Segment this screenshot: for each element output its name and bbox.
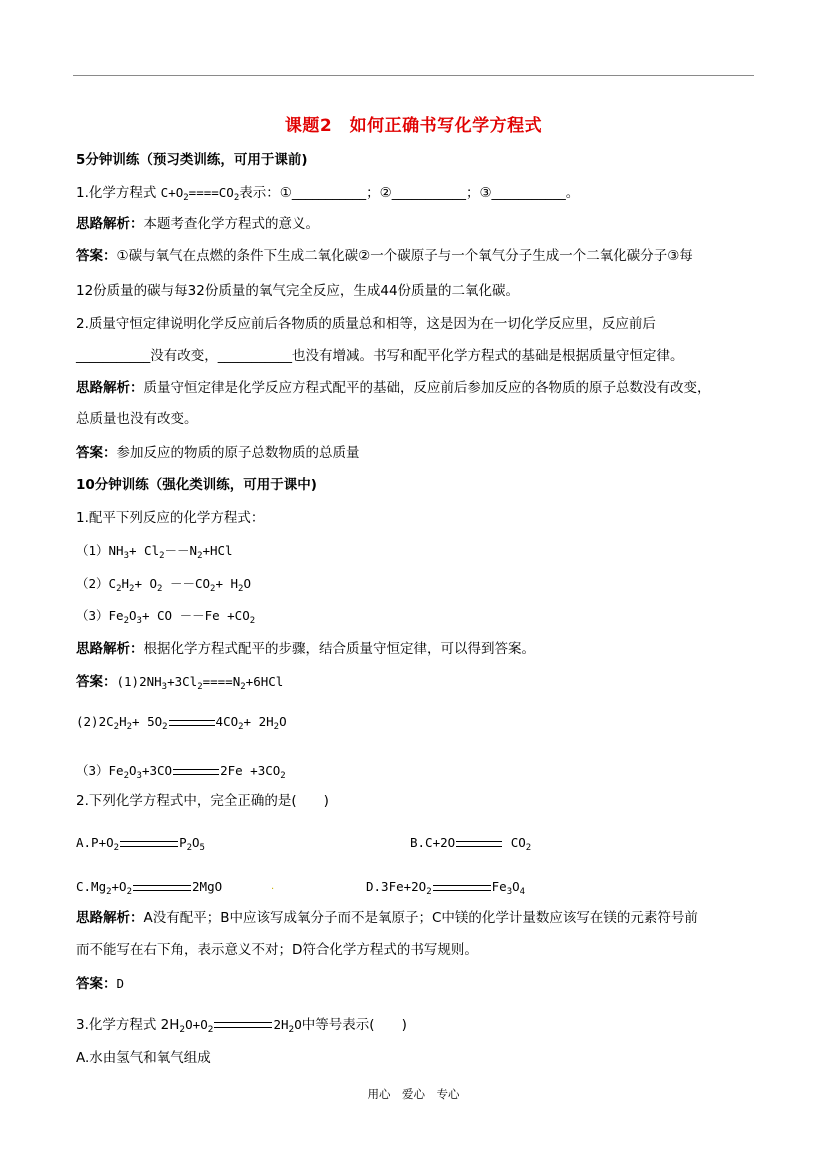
q2-stem-line2: ___________没有改变，___________也没有增减。书写和配平化学方程式的基础是根据质量守恒定律。	[76, 348, 684, 364]
q3-answer2: $(2)2C_2H_2+ 5O_2$ $4CO_2+ 2H_2O$	[76, 714, 287, 732]
q5-option-a: A.水由氢气和氧气组成	[76, 1050, 211, 1066]
equals-sign-long	[214, 1022, 272, 1028]
q1-answer-line1: 答案：①碳与氧气在点燃的条件下生成二氧化碳②一个碳原子与一个氧气分子生成一个二氧化碳分子③每	[76, 248, 693, 264]
q3-answer1: 答案：$(1)2NH_3+3Cl_2====N_2+6HCl$	[76, 674, 284, 692]
equals-sign-long	[120, 841, 178, 847]
equals-sign-long	[456, 841, 502, 847]
section-heading-10min: 10分钟训练（强化类训练，可用于课中)	[76, 477, 317, 493]
q2-stem-line1: 2.质量守恒定律说明化学反应前后各物质的质量总和相等，这是因为在一切化学反应里，反应前后	[76, 316, 656, 332]
equals-sign-long	[133, 885, 191, 891]
q3-intro: 1.配平下列反应的化学方程式：	[76, 510, 265, 526]
q2-answer: 答案：参加反应的物质的原子总数物质的总质量	[76, 445, 360, 461]
q4-option-d: $D.3Fe+2O_2$ $Fe_3O_4$	[366, 879, 526, 897]
q3-item1: $(1)NH_3+ Cl_2--N_2+HCl$	[76, 543, 233, 561]
equals-sign-long	[169, 720, 215, 726]
q4-stem: 2.下列化学方程式中，完全正确的是( )	[76, 793, 329, 809]
q1-analysis: 思路解析：本题考查化学方程式的意义。	[76, 216, 319, 232]
q2-analysis-line1: 思路解析：质量守恒定律是化学反应方程式配平的基础，反应前后参加反应的各物质的原子总数没有改变，	[76, 380, 711, 396]
q4-option-c: $C.Mg_2+O_2$ 2MgO	[76, 879, 223, 897]
q4-analysis-line1: 思路解析：A没有配平；B中应该写成氧分子而不是氧原子；C中镁的化学计量数应该写在镁的元素符号前	[76, 910, 698, 926]
page-footer: 用心 爱心 专心	[367, 1087, 460, 1101]
q3-item2: $(2)C_2H_2+ O_2 --CO_2+ H_2O$	[76, 576, 251, 594]
q4-analysis-line2: 而不能写在右下角，表示意义不对；D符合化学方程式的书写规则。	[76, 942, 478, 958]
stray-dot-mark: .	[271, 881, 275, 892]
q3-item3: $(3)Fe_2O_3+$ CO $--Fe +CO_2$	[76, 608, 256, 626]
q3-answer3: $(3)Fe_2O_3+3CO$ $2Fe +3CO_2$	[76, 763, 286, 781]
q5-stem: 3.化学方程式 $2H_2O+O_2$ $2H_2O$中等号表示( )	[76, 1017, 407, 1035]
q2-analysis-line2: 总质量也没有改变。	[76, 411, 198, 427]
q1-answer-line2: 12份质量的碳与每32份质量的氧气完全反应，生成44份质量的二氧化碳。	[76, 283, 520, 299]
page-title: 课题2 如何正确书写化学方程式	[284, 116, 543, 136]
section-heading-5min: 5分钟训练（预习类训练，可用于课前)	[76, 152, 308, 168]
q1-stem: 1.化学方程式 $C+O_2====CO_2$表示：①___________；②___________；③___________。	[76, 185, 580, 203]
q4-option-b: B.C+2O $CO_2$	[410, 835, 532, 853]
equals-sign-long	[173, 769, 219, 775]
q3-analysis: 思路解析：根据化学方程式配平的步骤，结合质量守恒定律，可以得到答案。	[76, 641, 535, 657]
equals-sign-long	[433, 885, 491, 891]
header-rule	[73, 75, 754, 76]
q4-answer: 答案：D	[76, 976, 125, 992]
q4-option-a: $A.P+O_2$ $P_2O_5$	[76, 835, 205, 853]
